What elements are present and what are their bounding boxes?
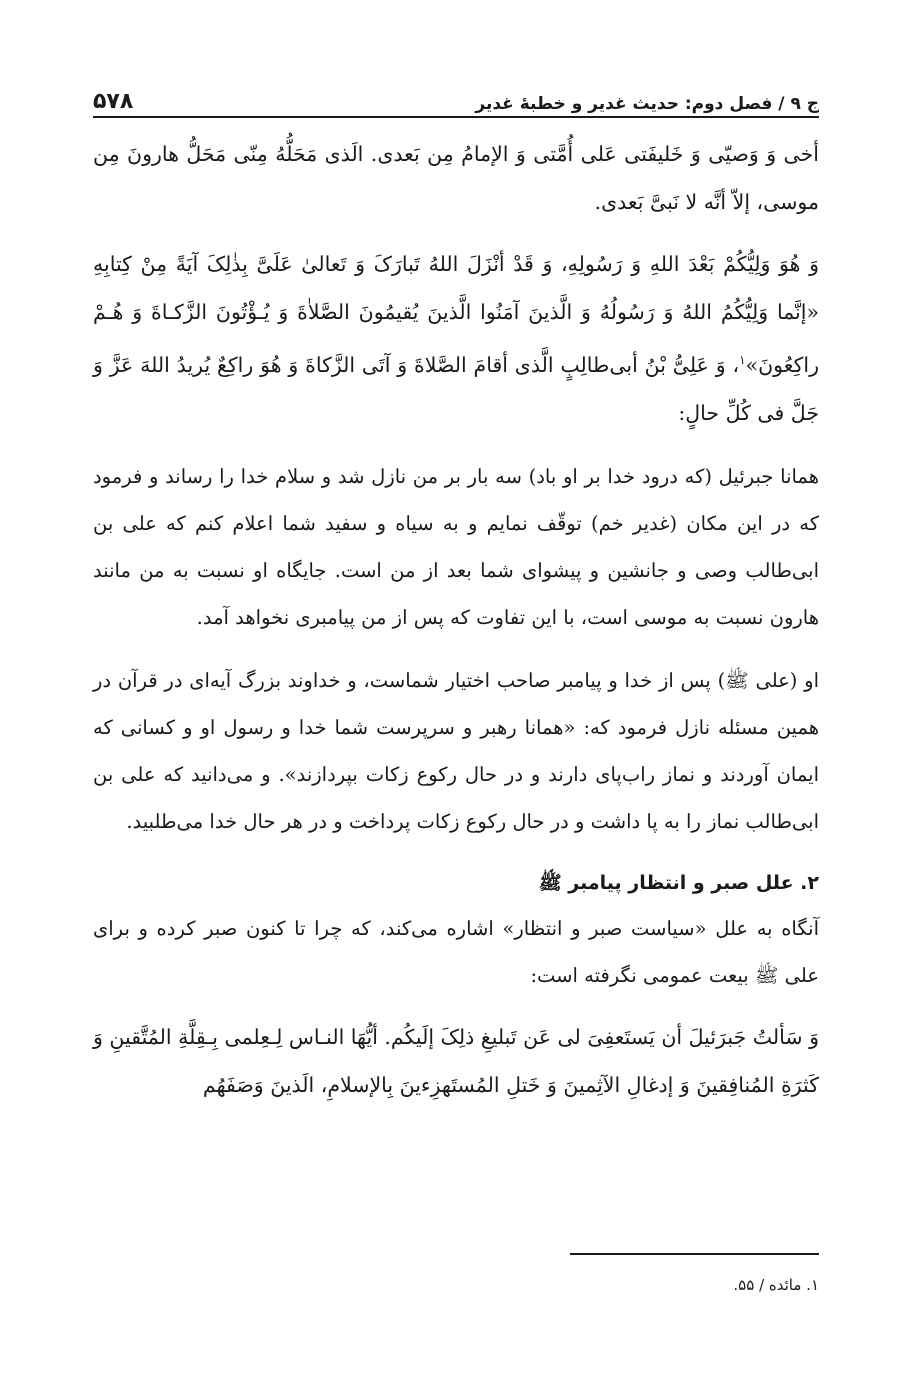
page-number: ۵۷۸ <box>93 89 134 114</box>
persian-commentary-paragraph: او (علی ﷺ) پس از خدا و پیامبر صاحب اختیار شماست، و خداوند بزرگ آیه‌ای در قرآن در همین مسئله نازل فرمود که: «همانا رهبر و سرپرست شما خدا و رسول او و کسانی که ایمان آوردند و نماز راب‌پای دارند و در حال رکوع زکات بپردازند». و می‌دانید که علی بن ابی‌طالب نماز را به پا داشت و در حال رکوع زکات پرداخت و در هر حال خدا می‌طلبید. <box>93 668 819 833</box>
arabic-quote-paragraph: أخی وَ وَصیّی وَ خَلیفَتی عَلی أُمَّتی وَ الإمامُ مِن بَعدی. الَذی مَحَلُّهُ مِنّی مَحَلُّ هارونَ مِن موسی، إلاّ أنَّه لا نَبیَّ بَعدی. <box>93 142 819 214</box>
running-title: ج ۹ / فصل دوم: حدیث غدیر و خطبهٔ غدیر <box>475 94 819 114</box>
section-intro-paragraph: آنگاه به علل «سیاست صبر و انتظار» اشاره می‌کند، که چرا تا کنون صبر کرده و برای علی ﷺ بیعت عمومی نگرفته است: <box>93 916 819 987</box>
verse-text: وَ هُوَ وَلِیُّکُمْ بَعْدَ اللهِ وَ رَسُولِهِ، وَ قَدْ أنْزَلَ اللهُ تَبارَکَ وَ تَعالیٰ عَلَیَّ بِذٰلِکَ آیَةً مِنْ کِتابِهِ «إنَّما وَلِیُّکُمُ اللهُ وَ رَسُولُهُ وَ الَّذینَ آمَنُوا الَّذینَ یُقیمُونَ الصَّلاٰةَ وَ یُـؤْتُونَ الزَّکـاةَ وَ هُـمْ راکِعُونَ» <box>93 252 819 377</box>
footnote-marker: ۱ <box>739 353 746 367</box>
footnote-divider <box>570 1253 819 1255</box>
book-page <box>93 70 819 1109</box>
section-heading: ۲. علل صبر و انتظار پیامبر ﷺ <box>538 871 819 894</box>
arabic-sermon-paragraph: وَ سَألتُ جَبرَئیلَ أن یَستَعفِیَ لی عَن تَبلیغِ ذلِکَ إلَیکُم. أیُّهَا النـاس لِـعِلمی بِـقِلَّةِ المُتَّقینِ وَ کَثرَةِ المُنافِقینَ وَ إدغالِ الآثِمینَ وَ خَتلِ المُستَهزِءینَ بِالإسلامِ، الَذینَ وَصَفَهُم <box>93 1024 819 1097</box>
arabic-verse-paragraph <box>93 240 819 437</box>
persian-translation-paragraph: همانا جبرئیل (که درود خدا بر او باد) سه بار بر من نازل شد و سلام خدا را رساند و فرمود که در این مکان (غدیر خم) توقّف نمایم و به سیاه و سفید شما اعلام کنم که علی بن ابی‌طالب وصی و جانشین و پیشوای شما بعد از من است. جایگاه او نسبت به من مانند هارون نسبت به موسی است، با این تفاوت که پس از من پیامبری نخواهد آمد. <box>93 464 819 629</box>
page-header <box>93 70 819 118</box>
footnote: ۱. مائده / ۵۵. <box>733 1276 819 1294</box>
verse-tail-text: ، وَ عَلِیُّ بْنُ أبی‌طالِبٍ الَّذی أقامَ الصَّلاةَ وَ آتَی الزَّکاةَ وَ هُوَ راکِعٌ یُریدُ اللهَ عَزَّ وَ جَلَّ فی کُلِّ حالٍ: <box>93 352 819 425</box>
